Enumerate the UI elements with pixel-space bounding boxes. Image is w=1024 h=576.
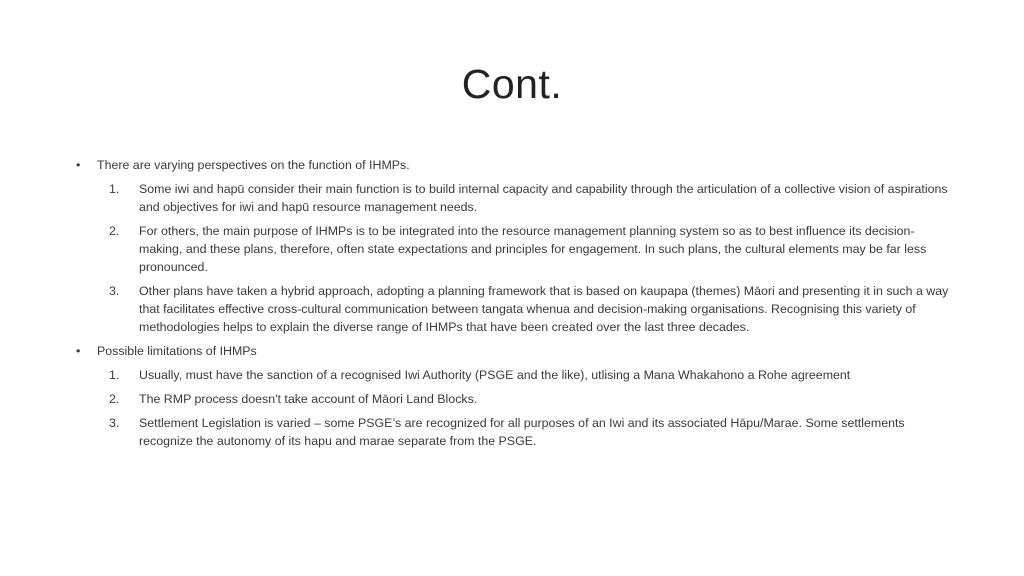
bullet-dot-icon: •: [76, 344, 81, 358]
bullet-text: There are varying perspectives on the function of IHMPs.: [97, 158, 410, 172]
slide-content: [72, 156, 954, 456]
numbered-item: [72, 282, 954, 336]
numbered-item: [72, 390, 954, 408]
numbered-item: [72, 366, 954, 384]
item-number: 1.: [109, 182, 120, 196]
item-number: 3.: [109, 284, 120, 298]
numbered-item: [72, 222, 954, 276]
numbered-item: [72, 180, 954, 216]
bullet-item: [72, 156, 954, 174]
item-text: Settlement Legislation is varied – some PSGE’s are recognized for all purposes of an Iwi and its associated Hāpu/Marae. Some settlements recognize the autonomy of its hapu and marae separate from the PSGE.: [139, 416, 905, 448]
item-text: Some iwi and hapū consider their main function is to build internal capacity and capability through the articulation of a collective vision of aspirations and objectives for iwi and hapū resource management needs.: [139, 182, 948, 214]
item-text: The RMP process doesn't take account of Māori Land Blocks.: [139, 392, 478, 406]
numbered-list: [72, 366, 954, 450]
item-text: Usually, must have the sanction of a recognised Iwi Authority (PSGE and the like), utlising a Mana Whakahono a Rohe agreement: [139, 368, 851, 382]
item-number: 1.: [109, 368, 120, 382]
item-number: 2.: [109, 392, 120, 406]
item-text: For others, the main purpose of IHMPs is to be integrated into the resource management planning system so as to best influence its decision-making, and these plans, therefore, often state expectations and principles for engagement. In such plans, the cultural elements may be far less pronounced.: [139, 224, 927, 274]
bullet-text: Possible limitations of IHMPs: [97, 344, 257, 358]
numbered-item: [72, 414, 954, 450]
bullet-item: [72, 342, 954, 360]
numbered-list: [72, 180, 954, 336]
item-number: 2.: [109, 224, 120, 238]
bullet-dot-icon: •: [76, 158, 81, 172]
item-text: Other plans have taken a hybrid approach, adopting a planning framework that is based on kaupapa (themes) Māori and presenting it in such a way that facilitates effective cross-cultural communication between tangata whenua and decision-making organisations. Recognising this variety of methodologies helps to explain the diverse range of IHMPs that have been created over the last three decades.: [139, 284, 949, 334]
item-number: 3.: [109, 416, 120, 430]
slide-title: Cont.: [461, 61, 563, 107]
